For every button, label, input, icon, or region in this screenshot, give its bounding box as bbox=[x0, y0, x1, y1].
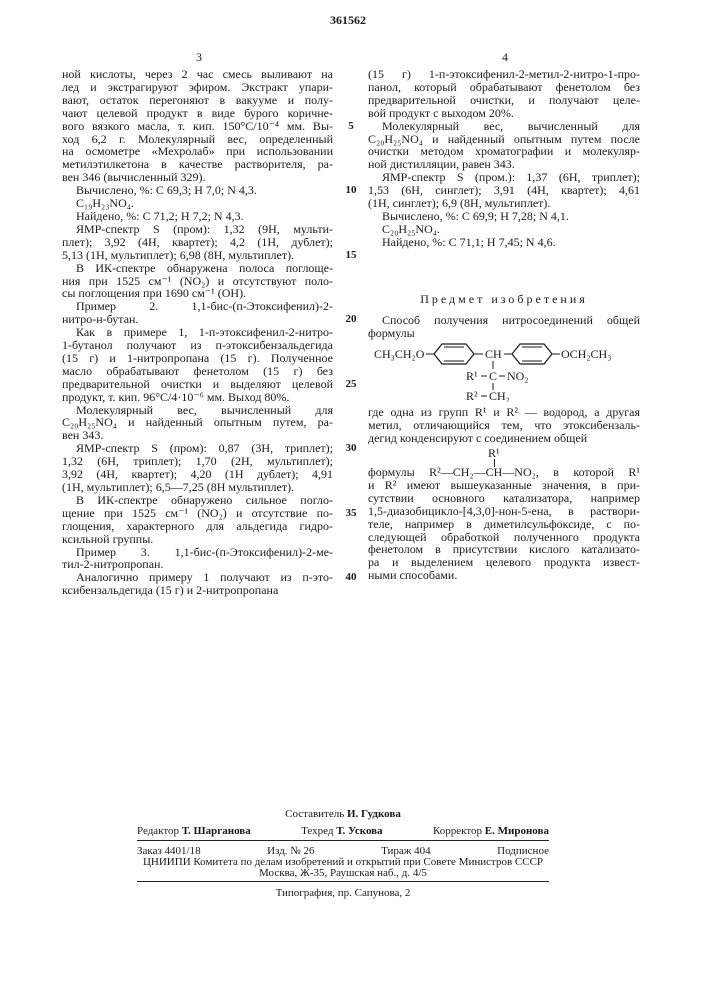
paragraph bbox=[62, 546, 333, 572]
text-line: 1,53 (6H, синглет); 3,91 (4H, квартет); 4,61 bbox=[368, 184, 640, 197]
paragraph bbox=[368, 406, 640, 445]
text-line: C₁₉H₂₃NO₄. bbox=[62, 197, 333, 210]
line-number: 40 bbox=[343, 571, 359, 584]
corrector bbox=[433, 825, 549, 837]
text-line: вого вязкого масла, т. кип. 150°C/10⁻⁴ мм. Вы- bbox=[62, 120, 333, 133]
text-line: глощения, характерного для альдегида гидро- bbox=[62, 520, 333, 533]
text-line: формулы R²—CH₂—CH—NO₂, в которой R¹ bbox=[368, 466, 640, 479]
text-line: (1H, синглет); 6,9 (8H, мультиплет). bbox=[368, 197, 640, 210]
text-line: Молекулярный вес, вычисленный для bbox=[62, 404, 333, 417]
line-number: 30 bbox=[343, 442, 359, 455]
paragraph bbox=[368, 171, 640, 210]
text-line: C₂₀H₂₅NO₄ и найденный опытным путем после bbox=[368, 133, 640, 146]
text-line: C₂₀H₂₅NO₄. bbox=[368, 223, 640, 236]
paragraph bbox=[62, 223, 333, 262]
text-line: (15 г) 1-п-этоксифенил-2-метил-2-нитро-1-про- bbox=[368, 68, 640, 81]
circulation: Тираж 404 bbox=[381, 845, 431, 857]
text-line: дегид конденсируют с соединением общей bbox=[368, 432, 640, 445]
text-line: ход 6,2 г. Молекулярный вес, определенный bbox=[62, 133, 333, 146]
page-number-left: 3 bbox=[196, 50, 202, 65]
text-line: предварительной очистки, и получают целе- bbox=[368, 94, 640, 107]
text-line: Найдено, %: C 71,1; H 7,45; N 4,6. bbox=[368, 236, 640, 249]
footer-divider-1 bbox=[137, 840, 549, 841]
text-line: ксильной группы. bbox=[62, 533, 333, 546]
formula-r1: R¹ bbox=[466, 369, 478, 383]
paragraph bbox=[368, 68, 640, 120]
text-line: метил, отличающийся тем, что этоксибензаль- bbox=[368, 419, 640, 432]
techred bbox=[301, 825, 383, 837]
text-line: чают целевой продукт в виде бурого коричне- bbox=[62, 107, 333, 120]
line-number: 5 bbox=[343, 120, 359, 133]
text-line: C₂₀H₂₅NO₄ и найденный опытным путем, ра- bbox=[62, 416, 333, 429]
paragraph bbox=[368, 236, 640, 249]
formula-no2: NO₂ bbox=[507, 369, 529, 383]
paragraph bbox=[368, 120, 640, 172]
text-line: вен 346 (вычисленный 329). bbox=[62, 171, 333, 184]
text-line: ния при 1525 см⁻¹ (NO₂) и отсутствуют поло- bbox=[62, 275, 333, 288]
subscription: Подписное bbox=[497, 845, 549, 857]
staff-row bbox=[137, 825, 549, 837]
text-line: (15 г) и 1-нитропропана (15 г). Полученное bbox=[62, 352, 333, 365]
paragraph bbox=[62, 404, 333, 443]
general-formula bbox=[370, 336, 650, 402]
claims-body-part-2 bbox=[368, 466, 640, 582]
text-line: Вычислено, %: C 69,9; H 7,28; N 4,1. bbox=[368, 210, 640, 223]
paragraph bbox=[62, 300, 333, 326]
paragraph bbox=[62, 442, 333, 494]
text-line: ной кислоты, через 2 час смесь выливают на bbox=[62, 68, 333, 81]
text-line: фенетолом в присутствии кислого катализато- bbox=[368, 543, 640, 556]
claims-heading: Предмет изобретения bbox=[368, 292, 640, 307]
text-line: формулы bbox=[368, 327, 640, 340]
text-line: ЯМР-спектр S (пром): 1,32 (9H, мульти- bbox=[62, 223, 333, 236]
text-line: масло обрабатывают фенетолом (15 г) без bbox=[62, 365, 333, 378]
text-line: где одна из групп R¹ и R² — водород, а другая bbox=[368, 406, 640, 419]
text-line: 3,92 (4H, квартет); 4,20 (1H дублет); 4,91 bbox=[62, 468, 333, 481]
line-number: 15 bbox=[343, 249, 359, 262]
text-line: лед и экстрагируют эфиром. Экстракт упари- bbox=[62, 81, 333, 94]
text-line: тил-2-нитропропан. bbox=[62, 558, 333, 571]
order-number: Заказ 4401/18 bbox=[137, 845, 201, 857]
text-line: Способ получения нитросоединений общей bbox=[368, 314, 640, 327]
corrector-name: Е. Миронова bbox=[485, 825, 549, 837]
corrector-label: Корректор bbox=[433, 825, 482, 837]
techred-name: Т. Ускова bbox=[336, 825, 382, 837]
paragraph bbox=[368, 466, 640, 582]
address: Москва, Ж-35, Раушская наб., д. 4/5 bbox=[137, 867, 549, 879]
paragraph bbox=[368, 210, 640, 223]
text-line: (1H, мультиплет); 6,5—7,25 (8H мультиплет). bbox=[62, 481, 333, 494]
edition-number: Изд. № 26 bbox=[267, 845, 314, 857]
footer-divider-2 bbox=[137, 881, 549, 882]
paragraph bbox=[62, 262, 333, 301]
text-line: В ИК-спектре обнаружена полоса поглоще- bbox=[62, 262, 333, 275]
text-line: ными способами. bbox=[368, 569, 640, 582]
formula-center-ch: CH bbox=[485, 347, 502, 361]
text-line: Найдено, %: C 71,2; H 7,2; N 4,3. bbox=[62, 210, 333, 223]
formula-r2: R² bbox=[466, 389, 478, 402]
line-number: 35 bbox=[343, 507, 359, 520]
text-line: Вычислено, %: C 69,3; H 7,0; N 4,3. bbox=[62, 184, 333, 197]
text-line: Аналогично примеру 1 получают из п-это- bbox=[62, 571, 333, 584]
paragraph bbox=[368, 223, 640, 236]
text-line: Как в примере 1, 1-п-этоксифенил-2-нитро- bbox=[62, 326, 333, 339]
line-number: 10 bbox=[343, 184, 359, 197]
text-line: теле, например в диметилсульфоксиде, с по- bbox=[368, 518, 640, 531]
text-line: ра и выделением целевого продукта извест- bbox=[368, 556, 640, 569]
text-line: и R² имеют вышеуказанные значения, в при- bbox=[368, 479, 640, 492]
text-line: метилэтилкетона в качестве растворителя, ра- bbox=[62, 158, 333, 171]
text-line: 5,13 (1H, мультиплет); 6,98 (8H, мультиплет). bbox=[62, 249, 333, 262]
line-number: 25 bbox=[343, 378, 359, 391]
text-line: Молекулярный вес, вычисленный для bbox=[368, 120, 640, 133]
left-column-text bbox=[62, 68, 333, 597]
text-line: сы поглощения при 1690 см⁻¹ (OH). bbox=[62, 287, 333, 300]
text-line: ЯМР-спектр S (пром): 0,87 (3H, триплет); bbox=[62, 442, 333, 455]
formula-right-group: OCH₂CH₃ bbox=[561, 347, 611, 361]
text-line: нитро-н-бутан. bbox=[62, 313, 333, 326]
text-line: 1,32 (6H, триплет); 1,70 (2H, мультиплет); bbox=[62, 455, 333, 468]
text-line: щение при 1525 см⁻¹ (NO₂) и отсутствие по- bbox=[62, 507, 333, 520]
text-line: предварительной очистки и выделяют целевой bbox=[62, 378, 333, 391]
text-line: плет); 3,92 (4H, квартет); 4,2 (1H, дублет); bbox=[62, 236, 333, 249]
text-line: продукт, т. кип. 96°C/4·10⁻⁶ мм. Выход 80%. bbox=[62, 391, 333, 404]
paragraph bbox=[62, 68, 333, 184]
text-line: вают, остаток перегоняют в вакууме и полу- bbox=[62, 94, 333, 107]
text-line: ЯМР-спектр S (пром.): 1,37 (6H, триплет); bbox=[368, 171, 640, 184]
text-line: ксибензальдегида (15 г) и 2-нитропропана bbox=[62, 584, 333, 597]
compiler-line bbox=[137, 808, 549, 820]
editor-label: Редактор bbox=[137, 825, 179, 837]
text-line: на осмометре «Мехролаб» при использовании bbox=[62, 145, 333, 158]
text-line: 1,5-диазобицикло-[4,3,0]-нон-5-ена, в раствори- bbox=[368, 505, 640, 518]
patent-number: 361562 bbox=[330, 13, 366, 28]
text-line: 1-бутанол получают из п-этоксибензальдегида bbox=[62, 339, 333, 352]
editor bbox=[137, 825, 251, 837]
paragraph bbox=[62, 571, 333, 597]
compiler-label: Составитель bbox=[285, 808, 344, 820]
organization: ЦНИИПИ Комитета по делам изобретений и открытий при Совете Министров СССР bbox=[137, 856, 549, 868]
text-line: панол, который обрабатывают фенетолом без bbox=[368, 81, 640, 94]
paragraph bbox=[62, 210, 333, 223]
printer: Типография, пр. Сапунова, 2 bbox=[137, 887, 549, 899]
text-line: вен 343. bbox=[62, 429, 333, 442]
techred-label: Техред bbox=[301, 825, 333, 837]
formula-ch2: CH₂ bbox=[489, 389, 510, 402]
claims-body-part-1 bbox=[368, 406, 640, 445]
text-line: Пример 2. 1,1-бис-(п-Этоксифенил)-2- bbox=[62, 300, 333, 313]
text-line: очистки методом хроматографии и молекуляр- bbox=[368, 145, 640, 158]
inline-formula-r1: R¹ bbox=[488, 446, 500, 461]
text-line: сутствии основного катализатора, например bbox=[368, 492, 640, 505]
text-line: следующей обработкой полученного продукта bbox=[368, 531, 640, 544]
formula-c: C bbox=[489, 369, 497, 383]
formula-left-group: CH₃CH₂O bbox=[374, 347, 425, 361]
page-number-right: 4 bbox=[502, 50, 508, 65]
paragraph bbox=[62, 326, 333, 403]
right-column-text bbox=[368, 68, 640, 249]
text-line: В ИК-спектре обнаружено сильное погло- bbox=[62, 494, 333, 507]
line-number: 20 bbox=[343, 313, 359, 326]
text-line: Пример 3. 1,1-бис-(п-Этоксифенил)-2-ме- bbox=[62, 546, 333, 559]
paragraph bbox=[62, 494, 333, 546]
text-line: ной дистилляции, равен 343. bbox=[368, 158, 640, 171]
editor-name: Т. Шарганова bbox=[182, 825, 251, 837]
compiler-name: И. Гудкова bbox=[347, 808, 401, 820]
text-line: вой продукт с выходом 20%. bbox=[368, 107, 640, 120]
